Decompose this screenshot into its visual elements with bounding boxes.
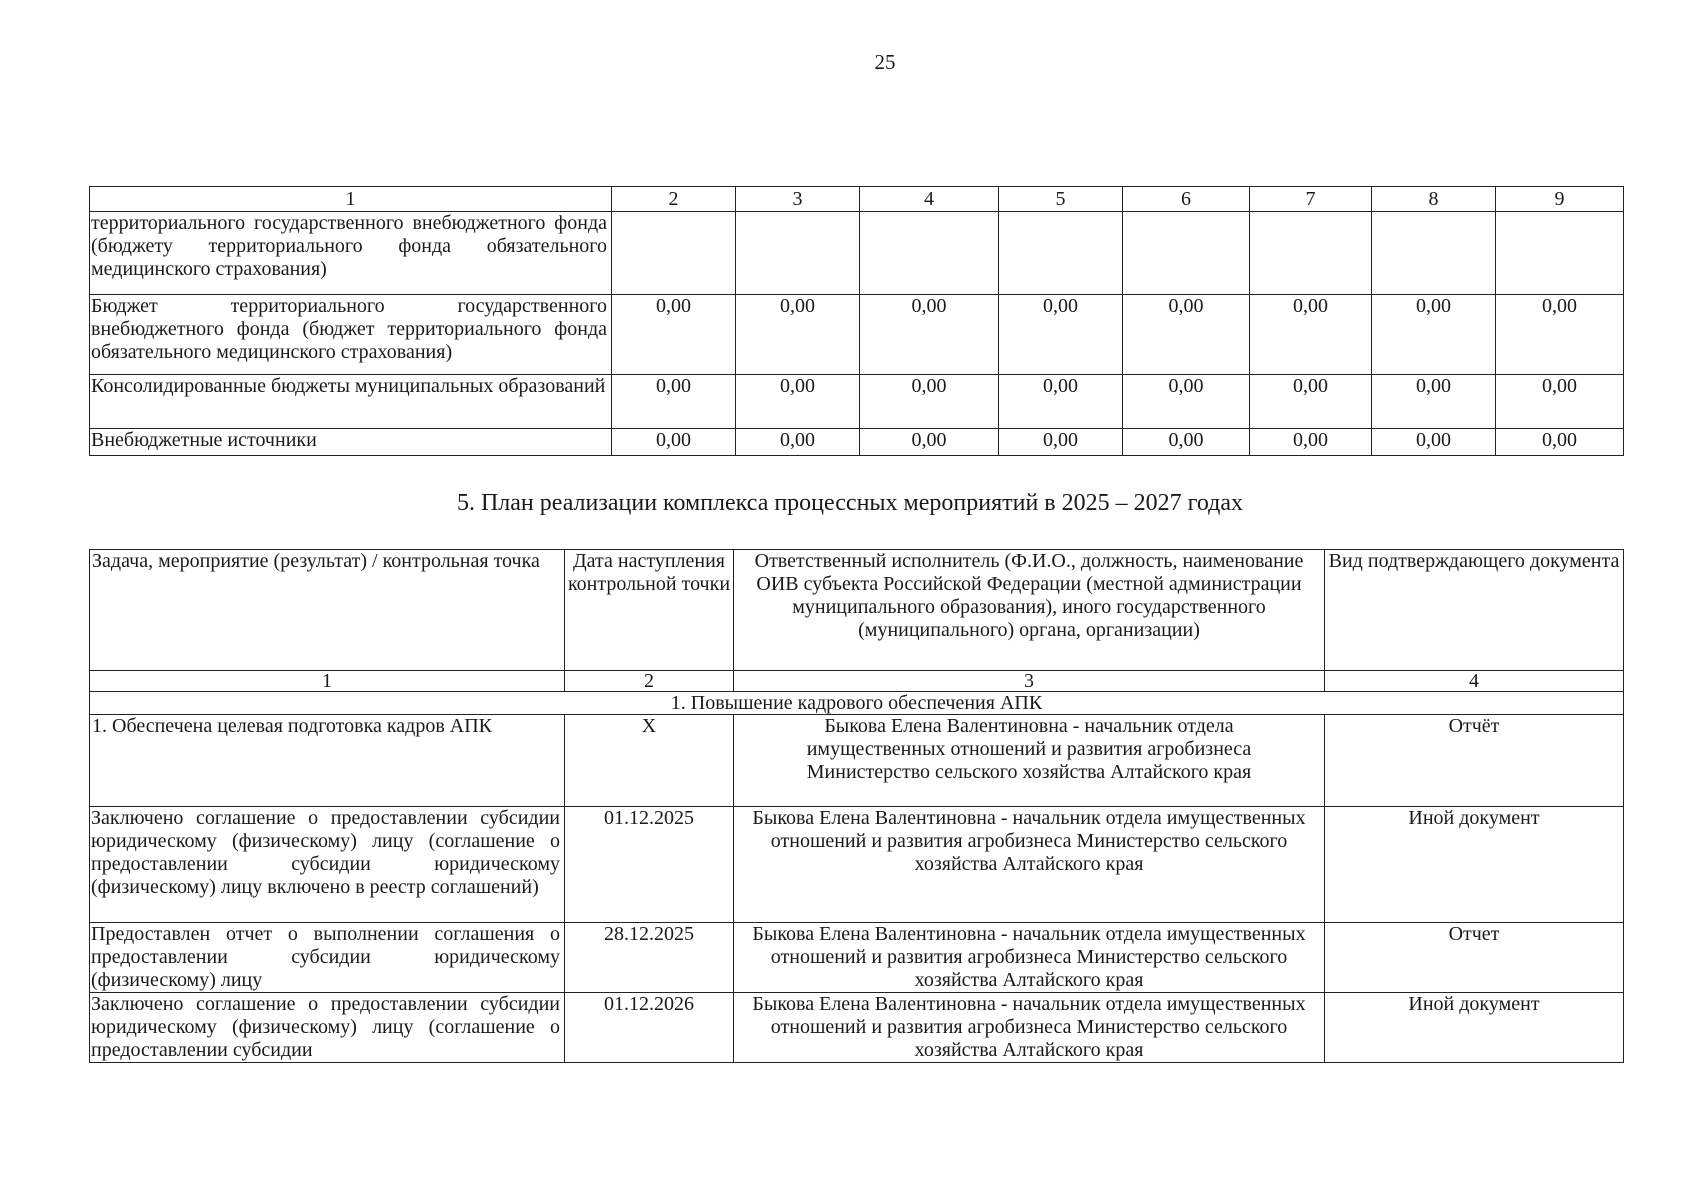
budget-value (1250, 212, 1372, 295)
budget-value: 0,00 (612, 375, 736, 429)
budget-header-cell: 5 (999, 187, 1123, 212)
budget-value: 0,00 (1372, 375, 1496, 429)
budget-value (736, 212, 860, 295)
budget-value: 0,00 (860, 375, 999, 429)
plan-column-number: 1 (90, 671, 565, 692)
section-title: 5. План реализации комплекса процессных мероприятий в 2025 – 2027 годах (456, 490, 1244, 516)
plan-row (90, 715, 1624, 807)
plan-column-number: 3 (734, 671, 1325, 692)
plan-responsible: Быкова Елена Валентиновна - начальник отдела имущественных отношений и развития агробизнеса Министерство сельского хозяйства Алтайского края (734, 993, 1325, 1063)
budget-value (860, 212, 999, 295)
budget-value: 0,00 (1496, 429, 1624, 456)
budget-header-cell: 3 (736, 187, 860, 212)
budget-header-row (90, 187, 1624, 212)
plan-row (90, 807, 1624, 923)
budget-value: 0,00 (1123, 429, 1250, 456)
plan-column-number-row (90, 671, 1624, 692)
plan-date: 01.12.2026 (565, 993, 734, 1063)
budget-header-cell: 1 (90, 187, 612, 212)
budget-table (89, 186, 1624, 456)
budget-value: 0,00 (1250, 429, 1372, 456)
plan-document: Отчёт (1325, 715, 1624, 807)
budget-value: 0,00 (860, 295, 999, 375)
budget-header-cell: 7 (1250, 187, 1372, 212)
page-number: 25 (874, 50, 896, 74)
budget-value: 0,00 (736, 295, 860, 375)
budget-value: 0,00 (1496, 295, 1624, 375)
budget-value: 0,00 (736, 429, 860, 456)
budget-value: 0,00 (1250, 295, 1372, 375)
plan-date: 28.12.2025 (565, 923, 734, 993)
budget-row-label: территориального государственного внебюджетного фонда (бюджету территориального фонда обязательного медицинского страхования) (90, 212, 612, 295)
plan-document: Иной документ (1325, 807, 1624, 923)
plan-responsible: Быкова Елена Валентиновна - начальник отдела имущественных отношений и развития агробизнеса Министерство сельского хозяйства Алтайского края (734, 807, 1325, 923)
budget-value: 0,00 (736, 375, 860, 429)
budget-value: 0,00 (612, 429, 736, 456)
plan-column-header: Задача, мероприятие (результат) / контрольная точка (90, 550, 565, 671)
plan-row (90, 923, 1624, 993)
plan-column-header: Вид подтверждающего документа (1325, 550, 1624, 671)
plan-responsible: Быкова Елена Валентиновна - начальник отдела имущественных отношений и развития агробизнеса Министерство сельского хозяйства Алтайского края (734, 715, 1325, 807)
plan-document: Иной документ (1325, 993, 1624, 1063)
budget-value: 0,00 (999, 375, 1123, 429)
plan-column-number: 2 (565, 671, 734, 692)
budget-header-cell: 8 (1372, 187, 1496, 212)
budget-value: 0,00 (1372, 429, 1496, 456)
budget-value (1496, 212, 1624, 295)
plan-column-header: Дата наступления контрольной точки (565, 550, 734, 671)
budget-value (1123, 212, 1250, 295)
plan-column-number: 4 (1325, 671, 1624, 692)
budget-row (90, 429, 1624, 456)
budget-row-label: Консолидированные бюджеты муниципальных образований (90, 375, 612, 429)
plan-row (90, 993, 1624, 1063)
plan-date: Х (565, 715, 734, 807)
plan-section-row (90, 692, 1624, 715)
plan-task: Заключено соглашение о предоставлении субсидии юридическому (физическому) лицу (соглашение о предоставлении субсидии юридическому (физическому) лицу включено в реестр соглашений) (90, 807, 565, 923)
budget-value (612, 212, 736, 295)
budget-value: 0,00 (860, 429, 999, 456)
plan-responsible: Быкова Елена Валентиновна - начальник отдела имущественных отношений и развития агробизнеса Министерство сельского хозяйства Алтайского края (734, 923, 1325, 993)
budget-value (1372, 212, 1496, 295)
plan-header-row (90, 550, 1624, 671)
budget-value: 0,00 (1123, 295, 1250, 375)
plan-task: Заключено соглашение о предоставлении субсидии юридическому (физическому) лицу (соглашение о предоставлении субсидии (90, 993, 565, 1063)
budget-row (90, 295, 1624, 375)
budget-header-cell: 4 (860, 187, 999, 212)
budget-row (90, 212, 1624, 295)
budget-value: 0,00 (999, 295, 1123, 375)
budget-value: 0,00 (1496, 375, 1624, 429)
budget-header-cell: 9 (1496, 187, 1624, 212)
budget-value: 0,00 (1250, 375, 1372, 429)
budget-value (999, 212, 1123, 295)
plan-column-header: Ответственный исполнитель (Ф.И.О., должность, наименование ОИВ субъекта Российской Федерации (местной администрации муниципального образования), иного государственного (муниципального) органа, организации) (734, 550, 1325, 671)
plan-document: Отчет (1325, 923, 1624, 993)
budget-value: 0,00 (1372, 295, 1496, 375)
plan-task: Предоставлен отчет о выполнении соглашения о предоставлении субсидии юридическому (физическому) лицу (90, 923, 565, 993)
budget-value: 0,00 (999, 429, 1123, 456)
budget-value: 0,00 (612, 295, 736, 375)
plan-table (89, 549, 1624, 1063)
budget-header-cell: 2 (612, 187, 736, 212)
plan-date: 01.12.2025 (565, 807, 734, 923)
budget-header-cell: 6 (1123, 187, 1250, 212)
plan-section-heading: 1. Повышение кадрового обеспечения АПК (90, 692, 1624, 715)
plan-task: 1. Обеспечена целевая подготовка кадров АПК (90, 715, 565, 807)
budget-row (90, 375, 1624, 429)
budget-row-label: Внебюджетные источники (90, 429, 612, 456)
budget-row-label: Бюджет территориального государственного внебюджетного фонда (бюджет территориального фонда обязательного медицинского страхования) (90, 295, 612, 375)
budget-value: 0,00 (1123, 375, 1250, 429)
